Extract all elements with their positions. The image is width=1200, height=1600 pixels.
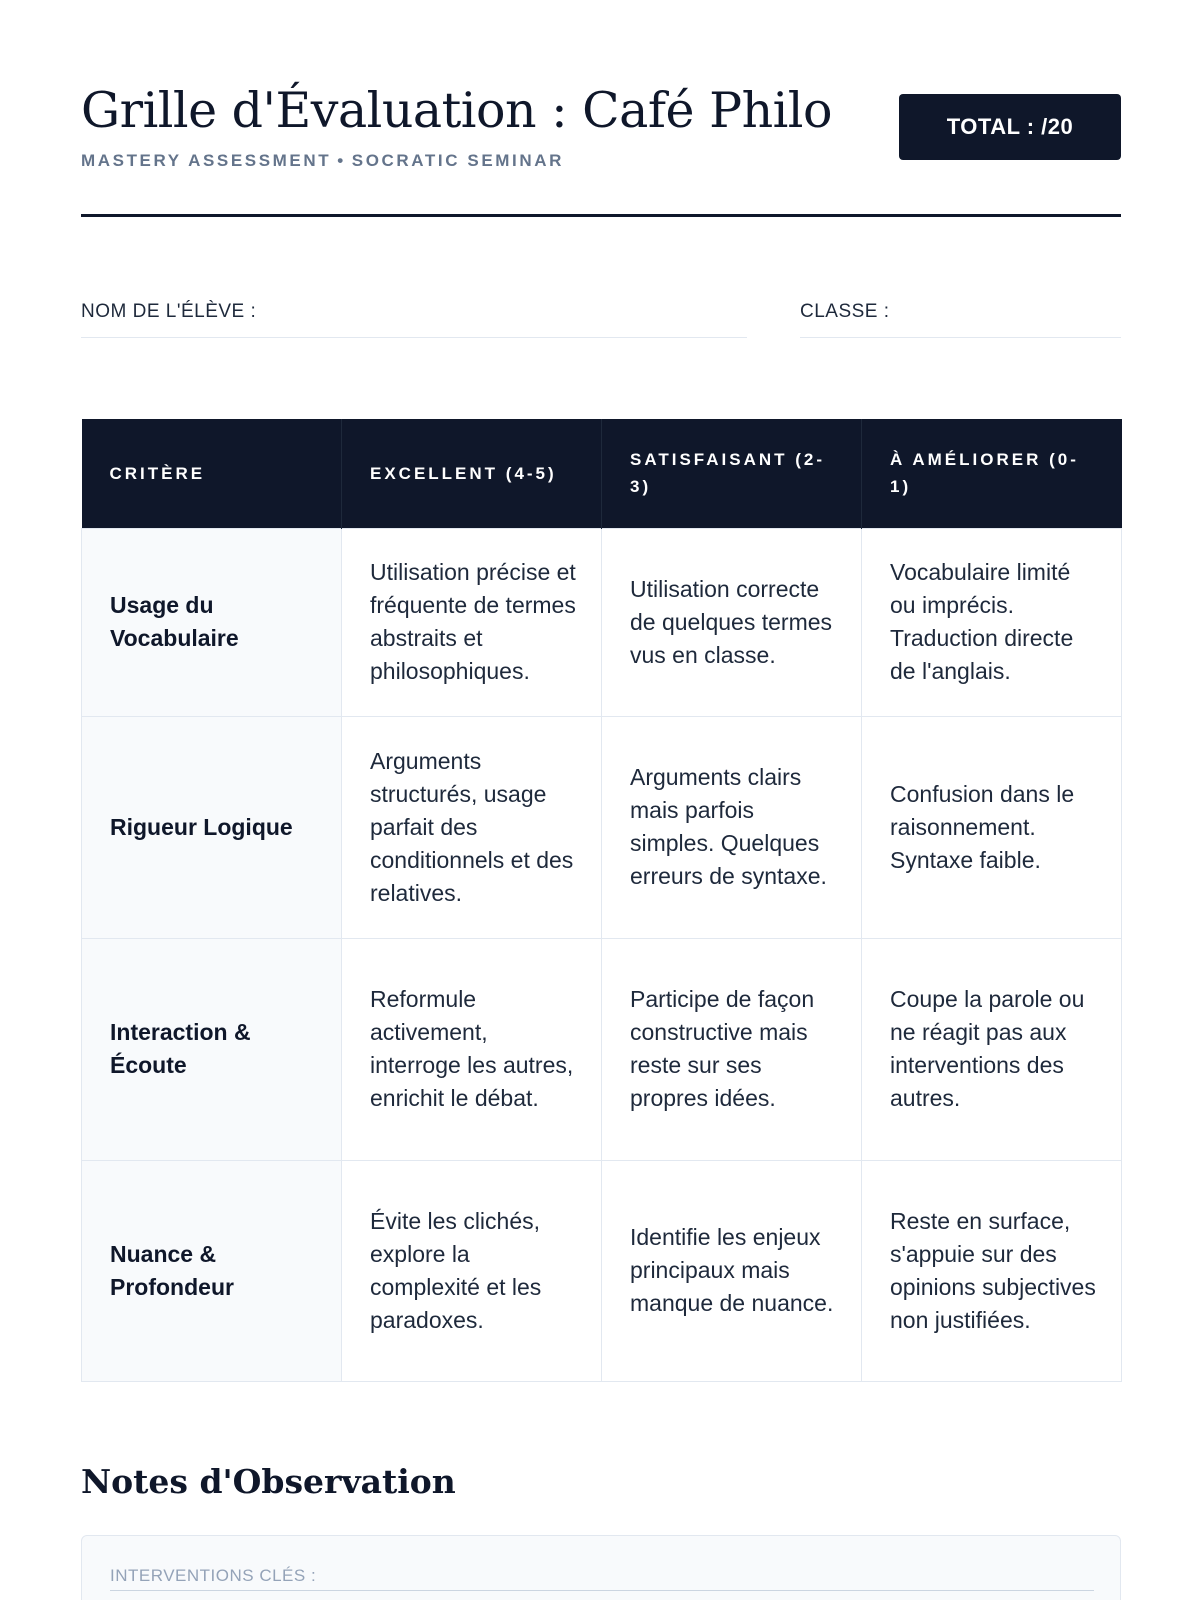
total-score-badge: TOTAL : /20 bbox=[899, 94, 1121, 160]
ameliorer-cell: Reste en surface, s'appuie sur des opinions subjectives non justifiées. bbox=[862, 1160, 1122, 1381]
satisfaisant-cell: Arguments clairs mais parfois simples. Quelques erreurs de syntaxe. bbox=[602, 716, 862, 938]
subtitle-seminar: SOCRATIC SEMINAR bbox=[351, 151, 564, 170]
excellent-cell: Utilisation précise et fréquente de termes abstraits et philosophiques. bbox=[342, 528, 602, 716]
excellent-cell: Arguments structurés, usage parfait des conditionnels et des relatives. bbox=[342, 716, 602, 938]
column-header-excellent: EXCELLENT (4-5) bbox=[342, 419, 602, 528]
column-header-satisfaisant: SATISFAISANT (2-3) bbox=[602, 419, 862, 528]
excellent-cell: Reformule activement, interroge les autres, enrichit le débat. bbox=[342, 938, 602, 1160]
rubric-table bbox=[81, 419, 1122, 1382]
student-name-field[interactable] bbox=[81, 298, 747, 338]
subtitle-assessment: MASTERY ASSESSMENT bbox=[81, 151, 332, 170]
student-info-fields bbox=[81, 298, 1121, 340]
class-label: CLASSE : bbox=[800, 301, 890, 322]
criterion-cell: Rigueur Logique bbox=[82, 716, 342, 938]
table-row bbox=[82, 716, 1122, 938]
key-interventions-field[interactable]: INTERVENTIONS CLÉS : bbox=[110, 1566, 1094, 1591]
table-row bbox=[82, 938, 1122, 1160]
excellent-cell: Évite les clichés, explore la complexité et les paradoxes. bbox=[342, 1160, 602, 1381]
criterion-cell: Nuance & Profondeur bbox=[82, 1160, 342, 1381]
page-subtitle bbox=[81, 151, 564, 171]
student-name-label: NOM DE L'ÉLÈVE : bbox=[81, 301, 257, 322]
ameliorer-cell: Coupe la parole ou ne réagit pas aux interventions des autres. bbox=[862, 938, 1122, 1160]
rubric-page bbox=[81, 0, 1121, 1600]
class-field[interactable] bbox=[800, 298, 1121, 338]
subtitle-separator: • bbox=[337, 151, 346, 170]
ameliorer-cell: Vocabulaire limité ou imprécis. Traduction directe de l'anglais. bbox=[862, 528, 1122, 716]
page-header bbox=[81, 82, 1121, 216]
table-row bbox=[82, 528, 1122, 716]
satisfaisant-cell: Participe de façon constructive mais reste sur ses propres idées. bbox=[602, 938, 862, 1160]
column-header-ameliorer: À AMÉLIORER (0-1) bbox=[862, 419, 1122, 528]
satisfaisant-cell: Utilisation correcte de quelques termes vus en classe. bbox=[602, 528, 862, 716]
column-header-criterion: CRITÈRE bbox=[82, 419, 342, 528]
notes-box[interactable] bbox=[81, 1535, 1121, 1600]
page-title: Grille d'Évaluation : Café Philo bbox=[81, 82, 832, 139]
rubric-header-row bbox=[82, 419, 1122, 528]
criterion-cell: Interaction & Écoute bbox=[82, 938, 342, 1160]
satisfaisant-cell: Identifie les enjeux principaux mais manque de nuance. bbox=[602, 1160, 862, 1381]
table-row bbox=[82, 1160, 1122, 1381]
criterion-cell: Usage du Vocabulaire bbox=[82, 528, 342, 716]
notes-title: Notes d'Observation bbox=[81, 1462, 456, 1501]
ameliorer-cell: Confusion dans le raisonnement. Syntaxe faible. bbox=[862, 716, 1122, 938]
header-divider bbox=[81, 214, 1121, 217]
